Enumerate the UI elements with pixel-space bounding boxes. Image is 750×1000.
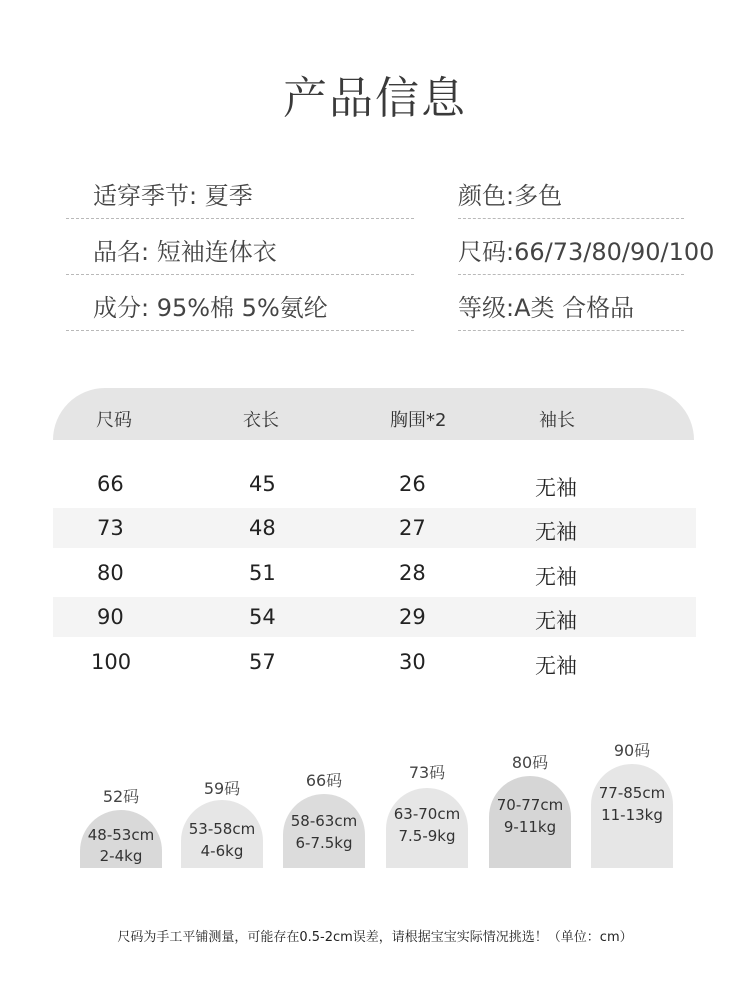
cell-sleeve: 无袖 bbox=[535, 654, 577, 678]
size-guide-weight: 9-11kg bbox=[503, 818, 557, 836]
size-guide-label: 80码 bbox=[511, 753, 549, 772]
cell-length: 57 bbox=[249, 650, 276, 674]
info-season: 适穿季节: 夏季 bbox=[93, 182, 253, 210]
size-guide-label: 73码 bbox=[408, 763, 446, 782]
size-guide-shape bbox=[283, 794, 365, 868]
table-row bbox=[53, 553, 696, 593]
size-guide-range: 77-85cm bbox=[598, 784, 666, 802]
size-guide-range: 48-53cm bbox=[87, 826, 155, 844]
divider bbox=[458, 330, 684, 331]
header-length: 衣长 bbox=[243, 410, 279, 431]
cell-length: 51 bbox=[249, 561, 276, 585]
cell-size: 66 bbox=[97, 472, 124, 496]
table-row bbox=[53, 508, 696, 548]
cell-chest: 30 bbox=[399, 650, 426, 674]
info-product-name: 品名: 短袖连体衣 bbox=[93, 238, 277, 266]
divider bbox=[66, 330, 414, 331]
table-row bbox=[53, 597, 696, 637]
cell-length: 45 bbox=[249, 472, 276, 496]
cell-size: 100 bbox=[91, 650, 132, 674]
divider bbox=[458, 218, 684, 219]
size-guide-label: 66码 bbox=[305, 771, 343, 790]
cell-length: 48 bbox=[249, 516, 276, 540]
cell-chest: 26 bbox=[399, 472, 426, 496]
cell-chest: 29 bbox=[399, 605, 426, 629]
info-row bbox=[0, 232, 750, 272]
size-guide-range: 53-58cm bbox=[188, 820, 256, 838]
cell-size: 73 bbox=[97, 516, 124, 540]
size-guide-weight: 11-13kg bbox=[601, 806, 663, 824]
cell-size: 80 bbox=[97, 561, 124, 585]
size-guide-item bbox=[283, 764, 365, 868]
header-chest: 胸围*2 bbox=[390, 410, 447, 431]
cell-chest: 28 bbox=[399, 561, 426, 585]
size-guide-label: 59码 bbox=[203, 779, 241, 798]
size-guide-weight: 4-6kg bbox=[200, 842, 244, 860]
divider bbox=[66, 218, 414, 219]
divider bbox=[66, 274, 414, 275]
size-guide-item bbox=[386, 756, 468, 868]
size-guide-weight: 7.5-9kg bbox=[398, 827, 456, 845]
info-material: 成分: 95%棉 5%氨纶 bbox=[93, 294, 328, 322]
size-guide-item bbox=[591, 734, 673, 868]
cell-chest: 27 bbox=[399, 516, 426, 540]
size-guide-weight: 2-4kg bbox=[99, 847, 143, 865]
size-table-header bbox=[53, 388, 694, 440]
header-sleeve: 袖长 bbox=[539, 410, 575, 431]
table-row bbox=[53, 642, 696, 682]
size-guide-item bbox=[80, 780, 162, 868]
info-row bbox=[0, 288, 750, 328]
cell-length: 54 bbox=[249, 605, 276, 629]
cell-sleeve: 无袖 bbox=[535, 609, 577, 633]
page-title: 产品信息 bbox=[283, 73, 467, 124]
size-guide-range: 58-63cm bbox=[290, 812, 358, 830]
table-row bbox=[53, 464, 696, 504]
cell-sleeve: 无袖 bbox=[535, 476, 577, 500]
size-guide-label: 90码 bbox=[613, 741, 651, 760]
header-size: 尺码 bbox=[96, 410, 132, 431]
footnote: 尺码为手工平铺测量，可能存在0.5-2cm误差，请根据宝宝实际情况挑选！（单位：cm） bbox=[117, 930, 633, 945]
cell-size: 90 bbox=[97, 605, 124, 629]
size-guide-item bbox=[181, 772, 263, 868]
size-guide-label: 52码 bbox=[102, 787, 140, 806]
size-guide-range: 70-77cm bbox=[496, 796, 564, 814]
size-guide-range: 63-70cm bbox=[393, 805, 461, 823]
divider bbox=[458, 274, 684, 275]
info-row bbox=[0, 176, 750, 216]
cell-sleeve: 无袖 bbox=[535, 565, 577, 589]
info-grade: 等级:A类 合格品 bbox=[458, 294, 635, 322]
info-sizes: 尺码:66/73/80/90/100 bbox=[458, 238, 715, 266]
cell-sleeve: 无袖 bbox=[535, 520, 577, 544]
size-guide-item bbox=[489, 746, 571, 868]
info-color: 颜色:多色 bbox=[458, 182, 563, 210]
size-guide-weight: 6-7.5kg bbox=[295, 834, 353, 852]
